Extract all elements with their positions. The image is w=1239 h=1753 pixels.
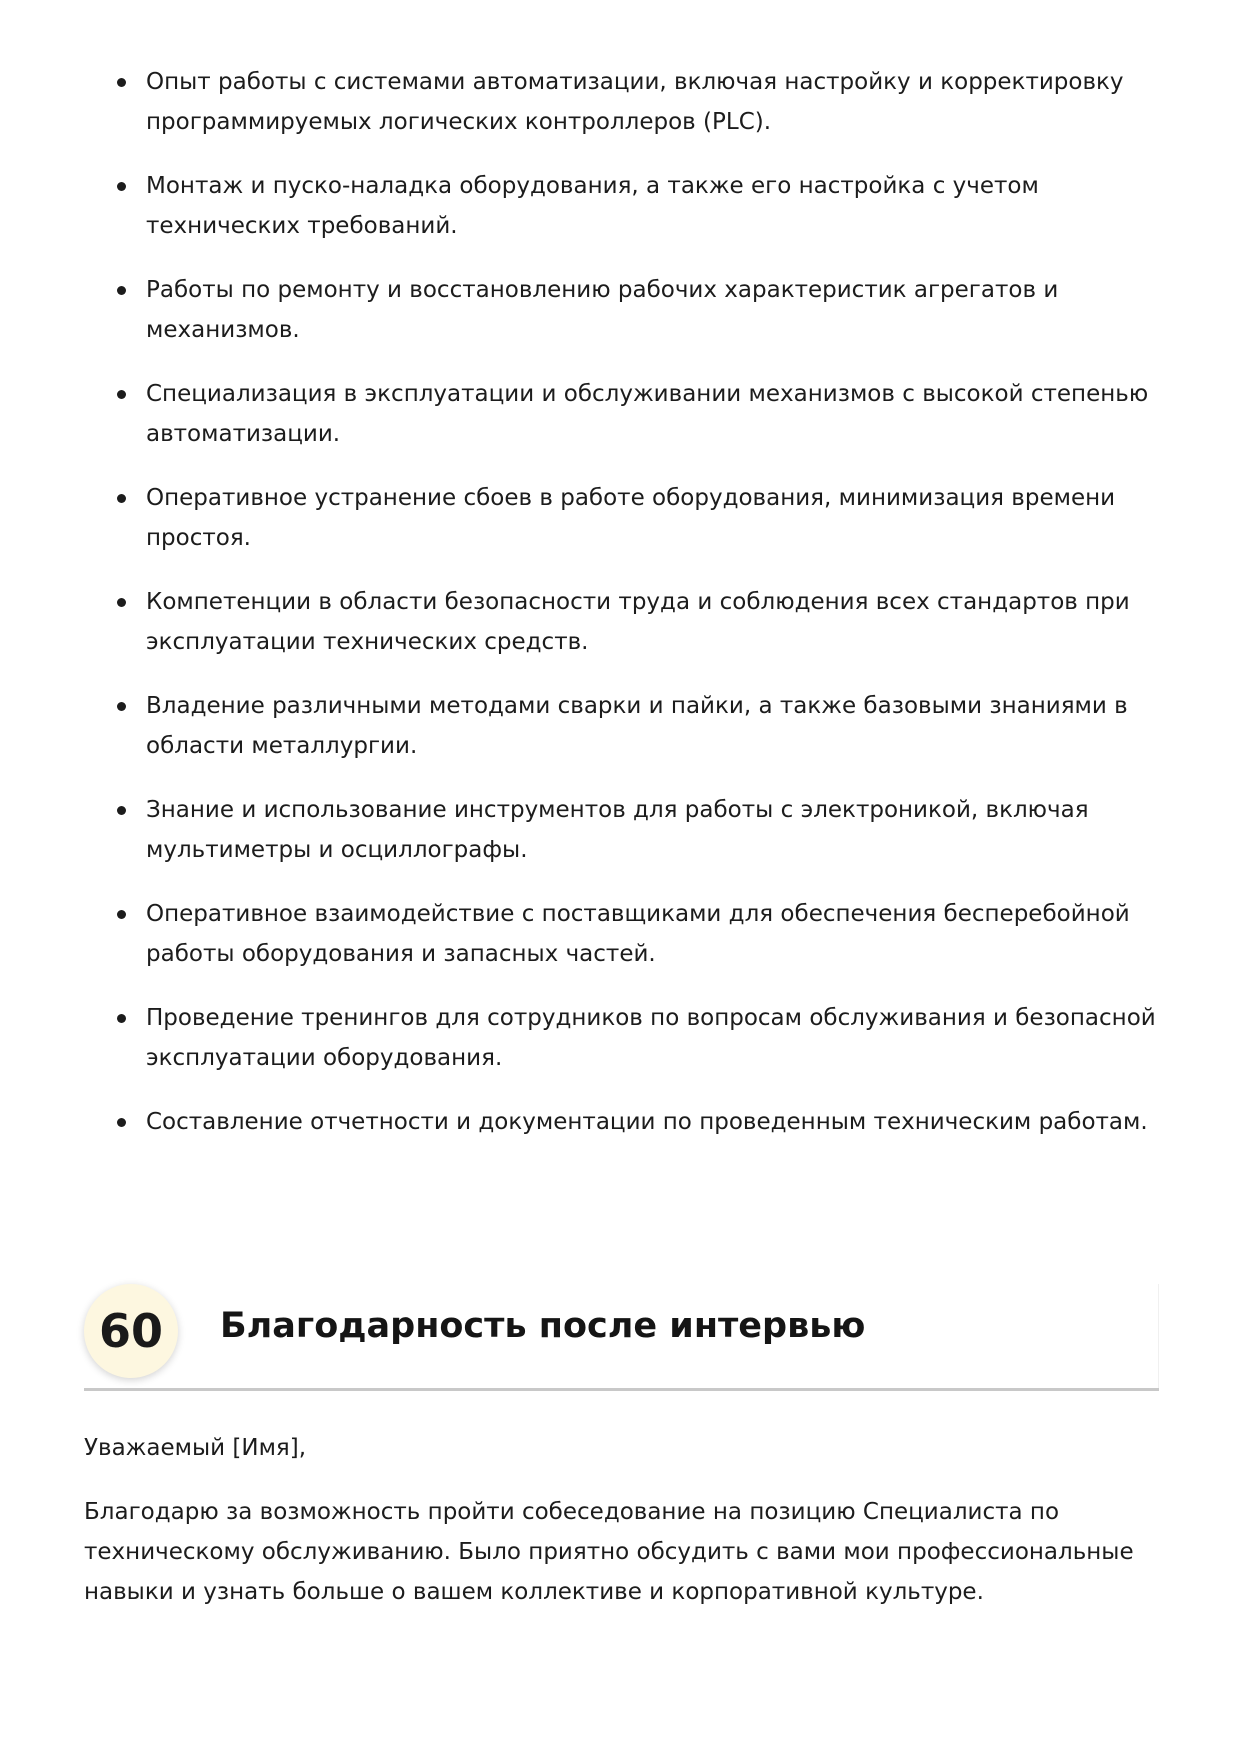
list-item — [84, 478, 1174, 558]
bullet-icon — [117, 910, 126, 919]
list-item-text: Составление отчетности и документации по проведенным техническим работам. — [146, 1109, 1148, 1135]
list-item — [84, 582, 1174, 662]
list-item-text: Компетенции в области безопасности труда и соблюдения всех стандартов при эксплуатации технических средств. — [146, 589, 1130, 655]
bullet-icon — [117, 1014, 126, 1023]
list-item-text: Монтаж и пуско-наладка оборудования, а также его настройка с учетом технических требований. — [146, 173, 1039, 239]
section-divider — [84, 1388, 1159, 1391]
list-item — [84, 998, 1174, 1078]
list-item-text: Работы по ремонту и восстановлению рабочих характеристик агрегатов и механизмов. — [146, 277, 1059, 343]
bullet-icon — [117, 182, 126, 191]
list-item — [84, 1102, 1174, 1142]
skills-list — [84, 62, 1174, 1166]
bullet-icon — [117, 702, 126, 711]
list-item — [84, 790, 1174, 870]
bullet-icon — [117, 1118, 126, 1127]
list-item-text: Владение различными методами сварки и пайки, а также базовыми знаниями в области металлургии. — [146, 693, 1128, 759]
section-edge-divider — [1158, 1284, 1159, 1388]
list-item — [84, 374, 1174, 454]
list-item — [84, 62, 1174, 142]
list-item — [84, 166, 1174, 246]
list-item-text: Знание и использование инструментов для работы с электроникой, включая мультиметры и осциллографы. — [146, 797, 1089, 863]
list-item-text: Проведение тренингов для сотрудников по вопросам обслуживания и безопасной эксплуатации оборудования. — [146, 1005, 1156, 1071]
list-item-text: Опыт работы с системами автоматизации, включая настройку и корректировку программируемых логических контроллеров (PLC). — [146, 69, 1124, 135]
section-title: Благодарность после интервью — [220, 1306, 866, 1346]
bullet-icon — [117, 390, 126, 399]
bullet-icon — [117, 78, 126, 87]
list-item-text: Оперативное взаимодействие с поставщиками для обеспечения бесперебойной работы оборудования и запасных частей. — [146, 901, 1130, 967]
section-header — [84, 1284, 1159, 1388]
list-item-text: Оперативное устранение сбоев в работе оборудования, минимизация времени простоя. — [146, 485, 1116, 551]
letter-paragraph: Благодарю за возможность пройти собеседование на позицию Специалиста по техническому обслуживанию. Было приятно обсудить с вами мои профессиональные навыки и узнать больше о вашем коллективе и корпоративной культуре. — [84, 1499, 1134, 1605]
bullet-icon — [117, 494, 126, 503]
bullet-icon — [117, 806, 126, 815]
list-item — [84, 894, 1174, 974]
letter-greeting: Уважаемый [Имя], — [84, 1435, 307, 1461]
list-item-text: Специализация в эксплуатации и обслуживании механизмов с высокой степенью автоматизации. — [146, 381, 1149, 447]
section-number-badge: 60 — [84, 1284, 178, 1378]
letter-body — [84, 1428, 1144, 1636]
list-item — [84, 270, 1174, 350]
bullet-icon — [117, 286, 126, 295]
bullet-icon — [117, 598, 126, 607]
list-item — [84, 686, 1174, 766]
